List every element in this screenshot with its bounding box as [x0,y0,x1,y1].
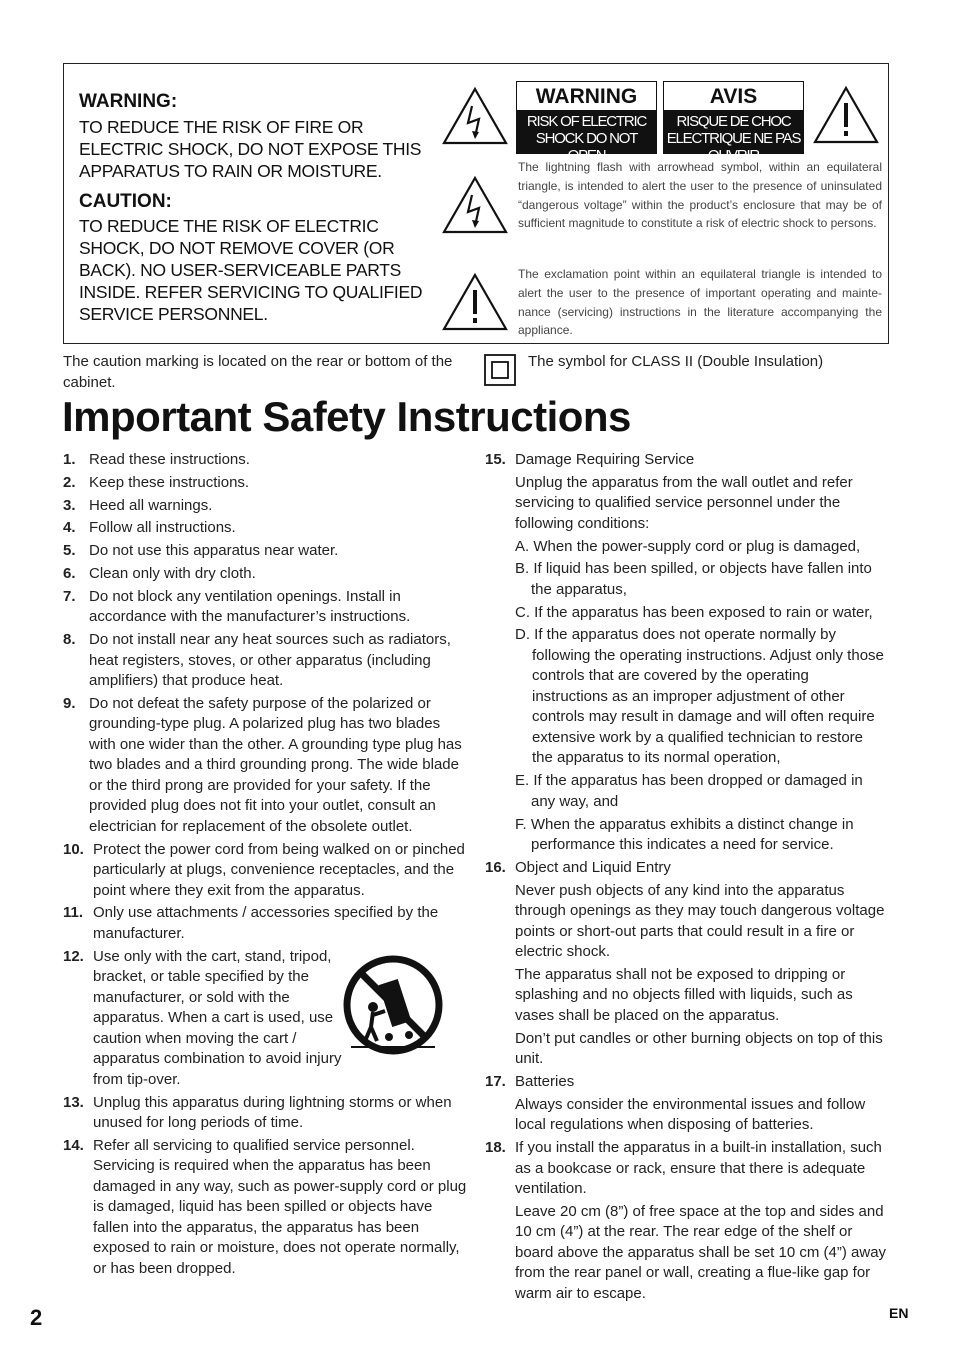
item-text: Read these instructions. [89,451,250,468]
lightning-triangle-icon-2 [441,175,509,235]
item-paragraph: Never push objects of any kind into the apparatus through openings as they may touch dangerous voltage points or short-out parts that could result in a fire or electric shock. [515,881,885,961]
item-heading: Damage Requiring Service [515,451,695,468]
condition-e: E. If the apparatus has been dropped or damaged in any way, and [515,772,863,810]
item-paragraph: The apparatus shall not be exposed to dripping or splashing and no objects filled with liquids, such as vases shall be placed on the apparatus. [515,965,853,1024]
item-paragraph: Unplug the apparatus from the wall outlet and refer servicing to qualified service personnel under the following conditions: [515,473,853,532]
exclamation-triangle-icon-top [812,85,880,145]
item-paragraph: Don’t put candles or other burning objects on top of this unit. [515,1029,883,1068]
instruction-item [63,473,468,494]
item-heading: Batteries [515,1073,575,1091]
caution-heading: CAUTION: [79,191,172,212]
item-number: 15. [485,451,506,468]
page-number: 2 [30,1305,43,1330]
avis-label-subtitle: RISQUE DE CHOC ELECTRIQUE NE PAS OUVRIR [664,110,803,153]
exclamation-triangle-icon [441,272,509,332]
item-number: 7. [63,587,76,605]
instruction-item [63,903,468,944]
instruction-item [63,694,468,838]
item-number: 14. [63,1136,84,1154]
item-text: Unplug this apparatus during lightning storms or when unused for long periods of time. [93,1093,452,1132]
item-number: 11. [63,904,84,922]
item-number: 3. [63,496,76,514]
item-number: 2. [63,473,76,491]
item-number: 16. [485,858,506,876]
item-number: 6. [63,564,76,582]
instruction-item-16 [485,858,887,1070]
condition-a: A. When the power-supply cord or plug is damaged, [515,537,861,555]
item-number: 12. [63,947,84,965]
item-paragraph: If you install the apparatus in a built-in installation, such as a bookcase or rack, ensure that there is adequate ventilation. [515,1139,882,1198]
instruction-item [63,518,468,539]
item-text: Only use attachments / accessories specified by the manufacturer. [93,904,439,942]
warning-label-title: WARNING [535,85,638,108]
item-text: Keep these instructions. [89,473,250,491]
item-number: 1. [63,451,76,468]
warning-heading: WARNING: [79,91,178,112]
page-title: Important Safety Instructions [62,393,631,440]
instruction-item [63,1093,468,1134]
item-text: Do not use this apparatus near water. [89,542,339,560]
instruction-item [63,450,468,471]
caution-marking-note: The caution marking is located on the rear or bottom of the cabinet. [63,353,453,391]
item-number: 10. [63,840,84,858]
item-number: 9. [63,694,76,712]
instruction-item [63,541,468,562]
item-paragraph: Leave 20 cm (8”) of free space at the top and sides and 10 cm (4”) at the rear. The rear edge of the shelf or board above the apparatus shall be set 10 cm (4”) away from the rear panel or wall, creating a flue-like gap for warm air to escape. [515,1202,887,1302]
item-number: 5. [63,542,76,560]
item-text: Do not block any ventilation openings. Install in accordance with the manufacturer’s instructions. [89,587,411,626]
warning-label [516,81,657,164]
instruction-item-17 [485,1072,887,1136]
class2-double-square-icon [484,354,516,386]
item-text: Use only with the cart, stand, tripod, bracket, or table specified by the manufacturer, or sold with the apparatus. When a cart is used, use caution when moving the cart / apparatus combination to avoid injury from tip-over. [93,947,342,1088]
item-text: Refer all servicing to qualified service personnel. Servicing is required when the apparatus has been damaged in any way, such as power-supply cord or plug is damaged, liquid has been spilled or objects have fallen into the apparatus, the apparatus has been exposed to rain or moisture, does not operate normally, or has been dropped. [93,1136,467,1277]
condition-c: C. If the apparatus has been exposed to rain or water, [515,603,873,621]
item-text: Follow all instructions. [89,519,236,537]
item-text: Do not defeat the safety purpose of the polarized or grounding-type plug. A polarized plug has two blades with one wider than the other. A grounding type plug has two blades and a third grounding prong. The wide blade or the third prong are provided for your safety. If the provided plug does not fit into your outlet, consult an electrician for replacement of the obsolete outlet. [89,694,462,835]
instruction-item [63,1136,468,1280]
item-heading: Object and Liquid Entry [515,858,671,876]
caution-text: TO REDUCE THE RISK OF ELECTRIC SHOCK, DO NOT REMOVE COVER (OR BACK). NO USER-SERVICEABLE PARTS INSIDE. REFER SERVICING TO QUALIFIED SERVICE PERSONNEL. [79,216,423,324]
cart-tip-over-warning-icon [343,955,443,1055]
language-code: EN [889,1305,909,1321]
item-number: 17. [485,1073,506,1091]
item-text: Protect the power cord from being walked on or pinched particularly at plugs, convenience receptacles, and the point where they exit from the apparatus. [93,840,465,899]
instruction-item [63,564,468,585]
item-number: 13. [63,1093,84,1111]
condition-f: F. When the apparatus exhibits a distinct change in performance this indicates a need for service. [515,815,854,854]
item-text: Heed all warnings. [89,496,213,514]
item-number: 18. [485,1139,506,1157]
exclamation-description: The exclamation point within an equilateral triangle is intended to alert the user to the presence of important operating and mainte-nance (servicing) instructions in the literature accompanying the appliance. [518,267,882,338]
item-text: Clean only with dry cloth. [89,564,256,582]
instructions-left-column [63,450,468,1282]
instructions-right-column [485,450,887,1307]
lightning-triangle-icon [441,86,509,146]
lightning-description: The lightning flash with arrowhead symbol, within an equilateral triangle, is intended to alert the user to the presence of uninsulated “dangerous voltage” within the product’s enclosure that may be of sufficient magnitude to constitute a risk of electric shock to persons. [518,160,882,231]
class2-note: The symbol for CLASS II (Double Insulation) [528,353,824,370]
condition-b: B. If liquid has been spilled, or objects have fallen into the apparatus, [515,560,872,598]
instruction-item [63,840,468,902]
item-number: 4. [63,519,76,537]
item-paragraph: Always consider the environmental issues and follow local regulations when disposing of batteries. [515,1095,866,1134]
avis-label-title: AVIS [709,85,758,108]
warning-label-subtitle: RISK OF ELECTRIC SHOCK DO NOT OPEN [517,110,656,153]
instruction-item-15 [485,450,887,856]
instruction-item [63,630,468,692]
item-number: 8. [63,631,76,649]
warning-text: TO REDUCE THE RISK OF FIRE OR ELECTRIC SHOCK, DO NOT EXPOSE THIS APPARATUS TO RAIN OR MOISTURE. [79,117,422,181]
instruction-item [63,496,468,517]
instruction-item [63,587,468,628]
item-text: Do not install near any heat sources such as radiators, heat registers, stoves, or other apparatus (including amplifiers) that produce heat. [89,631,451,690]
instruction-item-18 [485,1138,887,1304]
avis-label [663,81,804,164]
instruction-item-cart [63,947,468,1091]
condition-d: D. If the apparatus does not operate normally by following the operating instructions. Adjust only those controls that are covered by the operating instructions as an improper adjustment of other controls may result in damage and will often require extensive work by a qualified technician to restore the apparatus to its normal operation, [515,626,884,767]
